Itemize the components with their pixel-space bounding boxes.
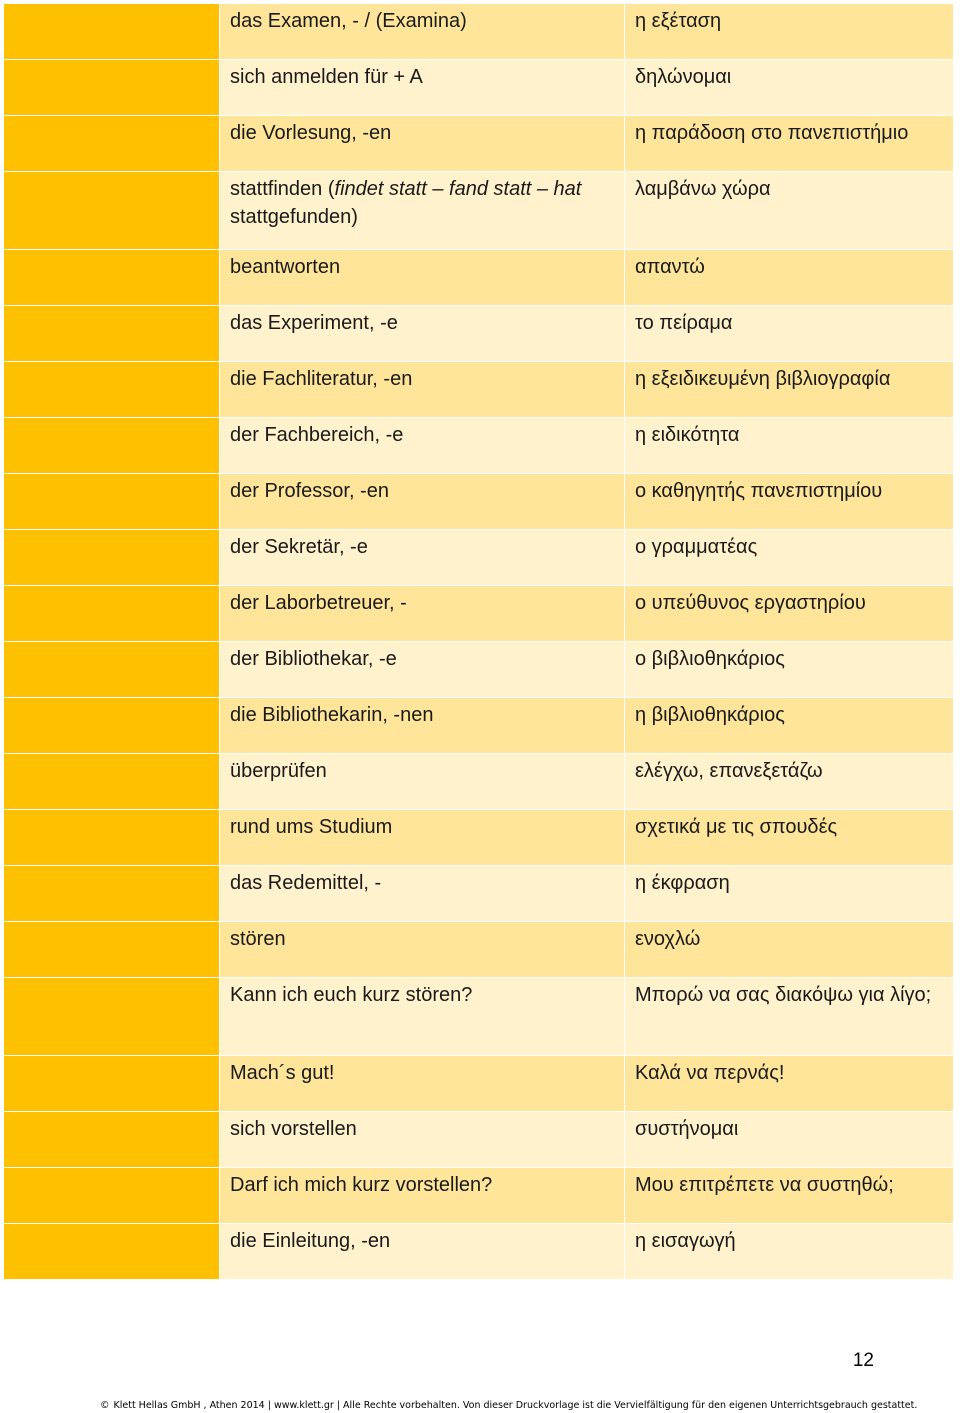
german-term-text: die Vorlesung, -en <box>230 122 392 144</box>
vocab-row <box>4 306 954 362</box>
greek-translation-text: ενοχλώ <box>635 928 701 950</box>
row-marker-cell <box>4 586 220 642</box>
vocab-row <box>4 1168 954 1224</box>
vocab-row <box>4 698 954 754</box>
greek-translation-cell <box>625 698 954 754</box>
german-term-text: das Examen, - / (Examina) <box>230 10 467 32</box>
greek-translation-cell <box>625 866 954 922</box>
greek-translation-text: η εξειδικευμένη βιβλιογραφία <box>635 368 891 390</box>
german-term-cell <box>220 866 625 922</box>
german-term-text: der Laborbetreuer, - <box>230 592 407 614</box>
row-marker-cell <box>4 642 220 698</box>
german-term-cell <box>220 922 625 978</box>
greek-translation-text: ο υπεύθυνος εργαστηρίου <box>635 592 866 614</box>
greek-translation-text: Καλά να περνάς! <box>635 1062 785 1084</box>
german-term-text: die Einleitung, -en <box>230 1230 391 1252</box>
vocab-row <box>4 172 954 250</box>
german-term-cell <box>220 530 625 586</box>
footer-text: Klett Hellas GmbH , Athen 2014 | www.klett.gr | Alle Rechte vorbehalten. Von dieser Druckvorlage ist die Vervielfältigung für den eigenen Unterrichtsgebrauch gestattet. <box>113 1400 918 1411</box>
row-marker-cell <box>4 922 220 978</box>
greek-translation-text: συστήνομαι <box>635 1118 739 1140</box>
greek-translation-cell <box>625 922 954 978</box>
vocab-row <box>4 418 954 474</box>
greek-translation-cell <box>625 1112 954 1168</box>
german-term-text: der Sekretär, -e <box>230 536 368 558</box>
greek-translation-text: ο γραμματέας <box>635 536 758 558</box>
greek-translation-cell <box>625 586 954 642</box>
row-marker-cell <box>4 1056 220 1112</box>
german-term-text: das Redemittel, - <box>230 872 382 894</box>
row-marker-cell <box>4 1112 220 1168</box>
german-term-cell <box>220 60 625 116</box>
german-term-cell <box>220 642 625 698</box>
greek-translation-text: το πείραμα <box>635 312 733 334</box>
german-term-forms: findet statt – fand statt – hat <box>334 178 582 200</box>
vocab-row <box>4 810 954 866</box>
german-term-cell <box>220 474 625 530</box>
german-term-cell <box>220 810 625 866</box>
greek-translation-cell <box>625 754 954 810</box>
greek-translation-text: η βιβλιοθηκάριος <box>635 704 785 726</box>
german-term-cell <box>220 306 625 362</box>
german-term-cell <box>220 172 625 250</box>
greek-translation-text: λαμβάνω χώρα <box>635 178 771 200</box>
german-term-cell <box>220 250 625 306</box>
german-term-cell <box>220 418 625 474</box>
row-marker-cell <box>4 4 220 60</box>
greek-translation-text: σχετικά με τις σπουδές <box>635 816 838 838</box>
german-term-text: überprüfen <box>230 760 327 782</box>
row-marker-cell <box>4 474 220 530</box>
row-marker-cell <box>4 250 220 306</box>
german-term-text: die Bibliothekarin, -nen <box>230 704 434 726</box>
greek-translation-cell <box>625 4 954 60</box>
greek-translation-text: η ειδικότητα <box>635 424 740 446</box>
vocab-row <box>4 978 954 1056</box>
row-marker-cell <box>4 418 220 474</box>
row-marker-cell <box>4 306 220 362</box>
german-term-cell <box>220 698 625 754</box>
vocabulary-table <box>3 3 954 1280</box>
vocab-row <box>4 60 954 116</box>
vocab-row <box>4 474 954 530</box>
page-number: 12 <box>852 1350 874 1371</box>
german-term-cell <box>220 116 625 172</box>
greek-translation-cell <box>625 116 954 172</box>
copyright-icon: © <box>100 1400 110 1411</box>
row-marker-cell <box>4 1224 220 1280</box>
greek-translation-cell <box>625 1168 954 1224</box>
greek-translation-text: απαντώ <box>635 256 705 278</box>
german-term-text: stattfinden ( <box>230 178 335 200</box>
greek-translation-text: η εξέταση <box>635 10 722 32</box>
greek-translation-text: δηλώνομαι <box>635 66 732 88</box>
greek-translation-text: Μπορώ να σας διακόψω για λίγο; <box>635 984 932 1006</box>
row-marker-cell <box>4 866 220 922</box>
vocab-row <box>4 642 954 698</box>
german-term-text: sich vorstellen <box>230 1118 357 1140</box>
vocab-row <box>4 250 954 306</box>
vocab-row <box>4 586 954 642</box>
german-term-text: der Bibliothekar, -e <box>230 648 397 670</box>
german-term-cell <box>220 754 625 810</box>
german-term-cell <box>220 1112 625 1168</box>
german-term-text: der Professor, -en <box>230 480 389 502</box>
greek-translation-cell <box>625 1224 954 1280</box>
row-marker-cell <box>4 810 220 866</box>
german-term-text: Kann ich euch kurz stören? <box>230 984 473 1006</box>
greek-translation-cell <box>625 60 954 116</box>
german-term-text: stören <box>230 928 286 950</box>
greek-translation-text: η έκφραση <box>635 872 730 894</box>
german-term-text: rund ums Studium <box>230 816 393 838</box>
greek-translation-text: ελέγχω, επανεξετάζω <box>635 760 823 782</box>
german-term-text-end: stattgefunden) <box>230 206 358 228</box>
vocab-row <box>4 4 954 60</box>
german-term-text: sich anmelden für + A <box>230 66 423 88</box>
german-term-cell <box>220 1056 625 1112</box>
german-term-text: beantworten <box>230 256 341 278</box>
row-marker-cell <box>4 754 220 810</box>
greek-translation-cell <box>625 810 954 866</box>
greek-translation-text: η παράδοση στο πανεπιστήμιο <box>635 122 909 144</box>
greek-translation-cell <box>625 362 954 418</box>
row-marker-cell <box>4 60 220 116</box>
german-term-cell <box>220 1224 625 1280</box>
vocab-row <box>4 1056 954 1112</box>
footer <box>100 1400 917 1411</box>
german-term-text: die Fachliteratur, -en <box>230 368 413 390</box>
vocab-row <box>4 1112 954 1168</box>
greek-translation-cell <box>625 642 954 698</box>
vocab-row <box>4 116 954 172</box>
german-term-text: das Experiment, -e <box>230 312 398 334</box>
greek-translation-cell <box>625 1056 954 1112</box>
row-marker-cell <box>4 698 220 754</box>
row-marker-cell <box>4 362 220 418</box>
greek-translation-text: Μου επιτρέπετε να συστηθώ; <box>635 1174 894 1196</box>
german-term-cell <box>220 362 625 418</box>
vocabulary-table-body <box>4 4 954 1280</box>
greek-translation-cell <box>625 250 954 306</box>
greek-translation-cell <box>625 978 954 1056</box>
greek-translation-text: ο βιβλιοθηκάριος <box>635 648 785 670</box>
vocab-row <box>4 922 954 978</box>
vocab-row <box>4 530 954 586</box>
greek-translation-text: ο καθηγητής πανεπιστημίου <box>635 480 883 502</box>
german-term-cell <box>220 978 625 1056</box>
german-term-text: der Fachbereich, -e <box>230 424 404 446</box>
german-term-cell <box>220 1168 625 1224</box>
greek-translation-cell <box>625 306 954 362</box>
vocab-row <box>4 754 954 810</box>
greek-translation-cell <box>625 474 954 530</box>
row-marker-cell <box>4 116 220 172</box>
german-term-cell <box>220 586 625 642</box>
vocab-row <box>4 362 954 418</box>
row-marker-cell <box>4 1168 220 1224</box>
row-marker-cell <box>4 172 220 250</box>
greek-translation-cell <box>625 418 954 474</box>
vocab-row <box>4 1224 954 1280</box>
greek-translation-text: η εισαγωγή <box>635 1230 736 1252</box>
vocab-row <box>4 866 954 922</box>
row-marker-cell <box>4 978 220 1056</box>
row-marker-cell <box>4 530 220 586</box>
greek-translation-cell <box>625 172 954 250</box>
greek-translation-cell <box>625 530 954 586</box>
german-term-text: Mach´s gut! <box>230 1062 335 1084</box>
german-term-text: Darf ich mich kurz vorstellen? <box>230 1174 493 1196</box>
german-term-cell <box>220 4 625 60</box>
